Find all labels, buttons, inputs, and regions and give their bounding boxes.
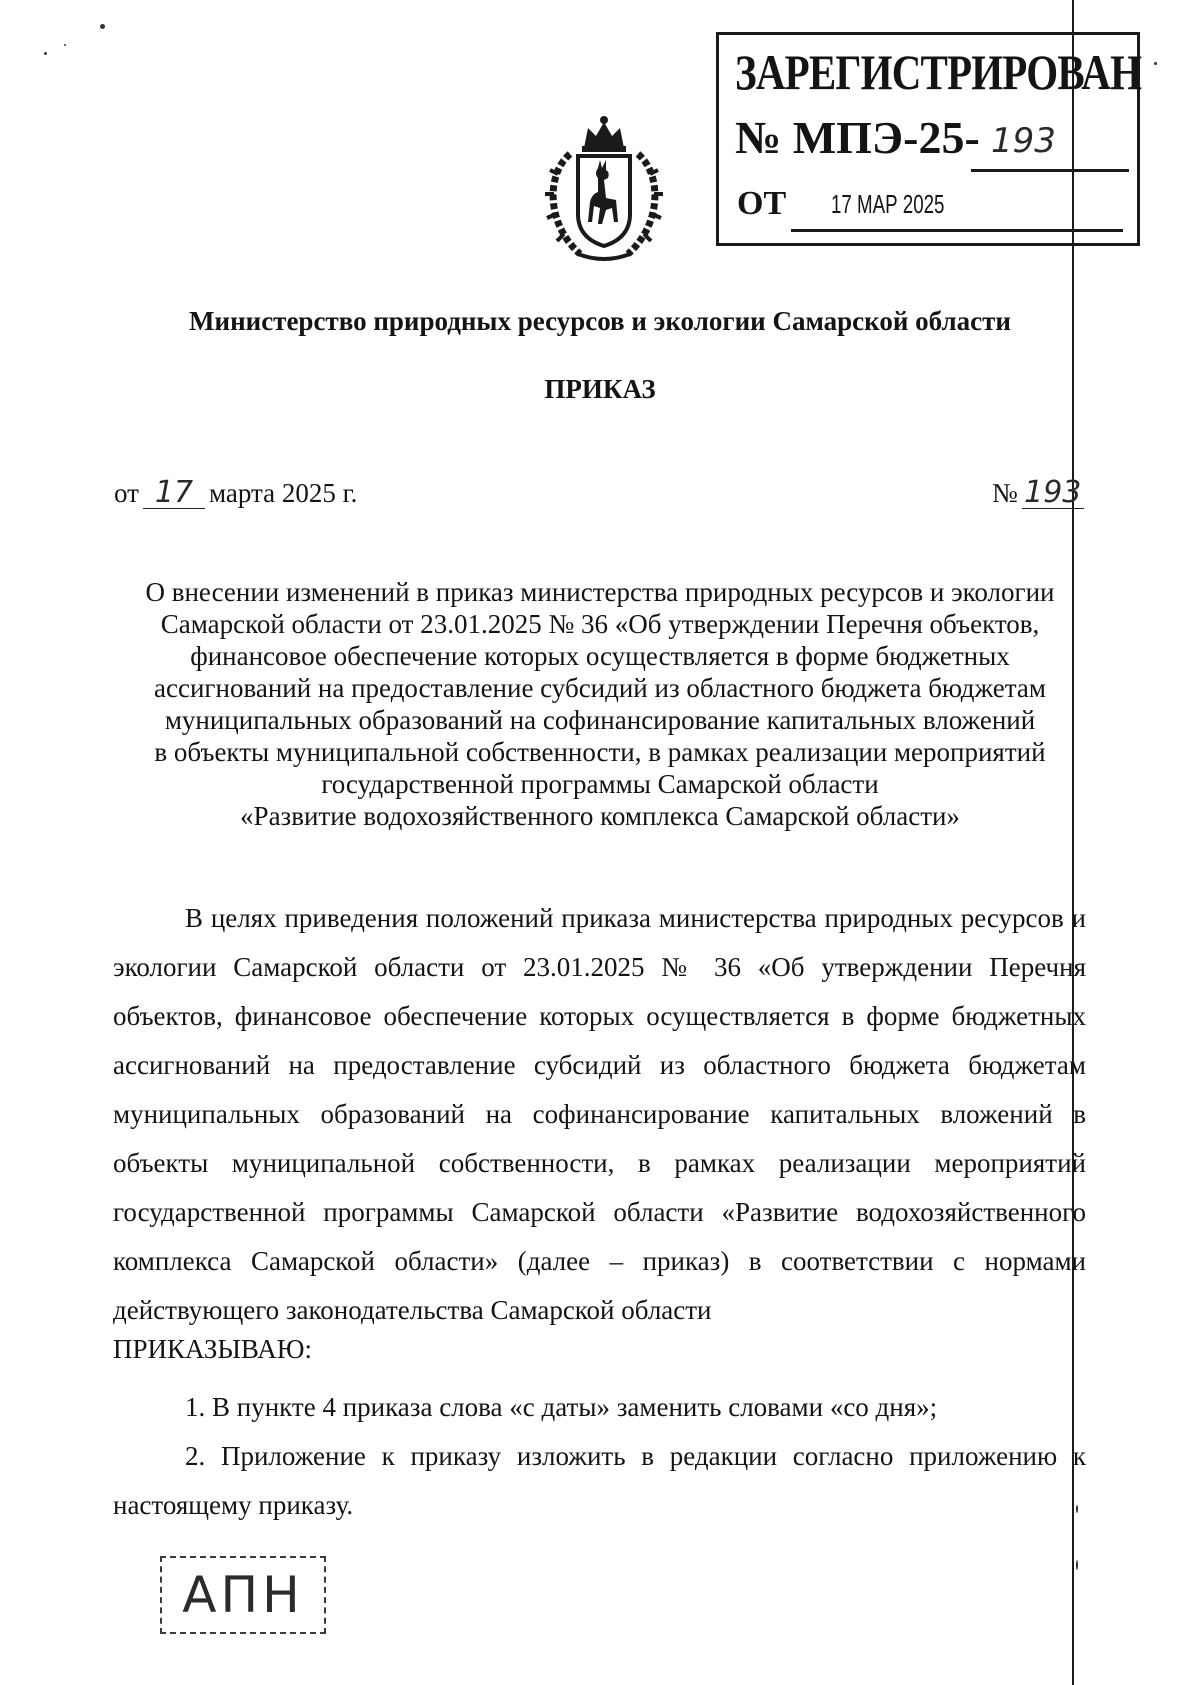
samara-coat-of-arms-icon [540,114,668,264]
subject-line: муниципальных образований на софинансирование капитальных вложений [164,705,1036,735]
registration-date-value: 17 МАР 2025 [831,189,945,219]
scan-speck [44,52,47,55]
preamble-paragraph: В целях приведения положений приказа министерства природных ресурсов и экологии Самарской области от 23.01.2025 № 36 «Об утверждении Перечня объектов, финансовое обеспечение которых осуществляется в форме бюджетных ассигнований на предоставление субсидий из областного бюджета бюджетам муниципальных образований на софинансирование капитальных вложений в объекты муниципальной собственности, в рамках реализации мероприятий государственной программы Самарской области «Развитие водохозяйственного комплекса Самарской области» (далее – приказ) в соответствии с нормами действующего законодательства Самарской области [113,903,1086,1325]
subject-line: Самарской области от 23.01.2025 № 36 «Об утверждении Перечня объектов, [160,609,1040,639]
registration-number-handwritten: 193 [991,121,1056,161]
subject-line: финансовое обеспечение которых осуществляется в форме бюджетных [190,641,1010,671]
subject-line: ассигнований на предоставление субсидий из областного бюджета бюджетам [154,673,1046,703]
subject-line: «Развитие водохозяйственного комплекса Самарской области» [240,801,960,831]
date-suffix: марта 2025 г. [208,478,358,508]
order-directive-word: ПРИКАЗЫВАЮ: [113,1334,312,1364]
scan-speck [64,44,66,46]
order-subject [100,576,1100,832]
scan-speck [100,24,105,29]
apn-stamp: АПН [160,1556,326,1634]
order-date-line [114,475,358,510]
subject-line: в объекты муниципальной собственности, в рамках реализации мероприятий [154,737,1046,767]
subject-line: О внесении изменений в приказ министерства природных ресурсов и экологии [145,577,1055,607]
subject-line: государственной программы Самарской области [321,769,879,799]
registration-number-underline [971,169,1129,172]
scan-speck [1076,1560,1078,1570]
order-item-2: 2. Приложение к приказу изложить в редакции согласно приложению к настоящему приказу. [113,1441,1086,1520]
order-number-line [992,475,1084,510]
registration-stamp [716,32,1140,246]
date-day-handwritten: 17 [143,478,205,509]
order-item-1: 1. В пункте 4 приказа слова «с даты» заменить словами «со дня»; [185,1392,938,1422]
registration-date-underline [791,229,1123,232]
registration-date-label: ОТ [737,185,787,222]
number-prefix: № [992,478,1018,508]
order-number-handwritten: 193 [1022,478,1084,509]
scan-speck [1154,62,1157,65]
registration-stamp-title: ЗАРЕГИСТРИРОВАН [735,44,1142,100]
ministry-name: Министерство природных ресурсов и экологии Самарской области [189,306,1011,336]
registration-number-label: № МПЭ-25- [735,112,980,163]
document-type: ПРИКАЗ [544,374,656,404]
date-prefix: от [114,478,139,508]
